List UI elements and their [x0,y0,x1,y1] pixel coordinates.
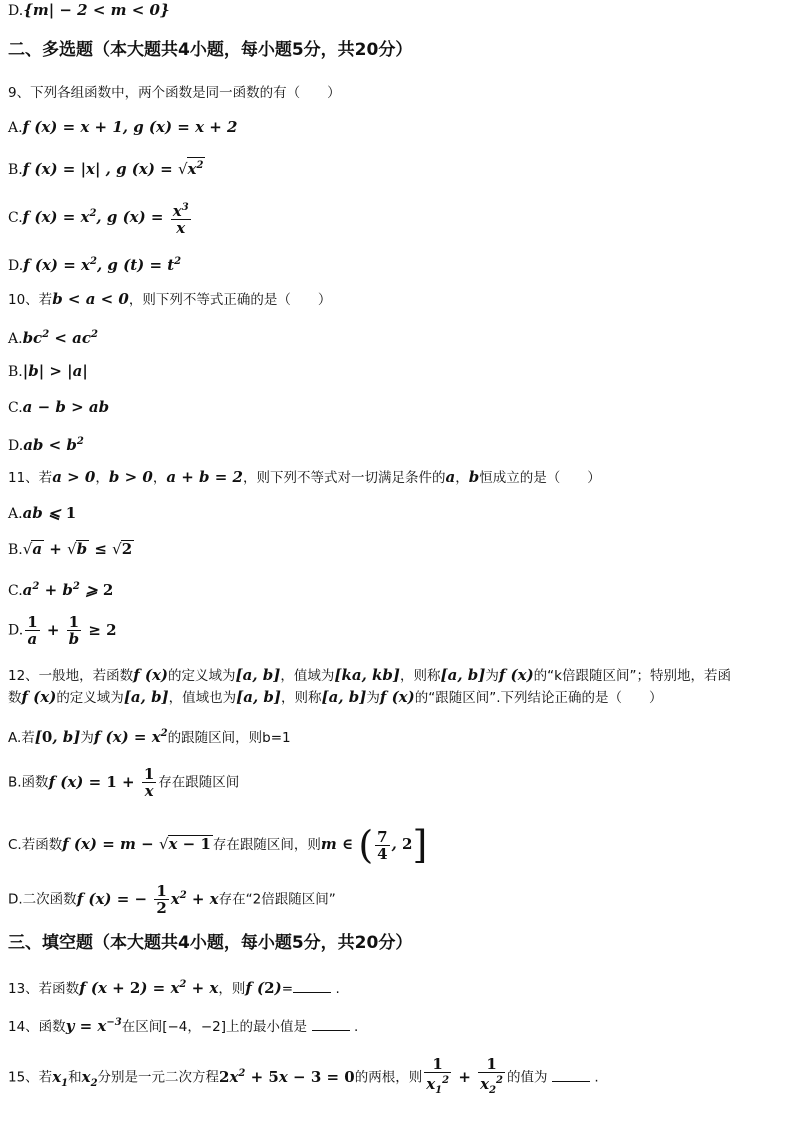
q10-option-c [8,397,109,418]
q14 [8,1013,358,1037]
q11-option-d [8,614,117,647]
q9-option-c [8,200,193,236]
math: f $(x) = x^2$, g $(t) = t^2$ [23,256,182,274]
math: $2x^2 + 5x - 3 = 0$ [219,1067,355,1086]
math: √a + √b ≤ √2 [22,540,133,558]
stem-text: 10、若 [8,292,53,308]
math: $\frac{1}{a}$ + $\frac{1}{b}$ ≥ 2 [27,613,117,648]
math: a > 0 [52,468,96,486]
math: $y = x^{-3}$ [65,1017,122,1035]
math: m ∈ ( $\frac{7}{4}$ , 2] [320,823,428,867]
option-label: A. [8,331,23,347]
math: a [445,468,456,486]
math: $x_2$ [81,1067,98,1089]
math: f (x) [21,688,57,706]
q10-option-d [8,432,84,456]
stem-text: 和 [68,1069,82,1086]
option-label: A. [8,120,23,136]
stem-text: 数 [8,690,22,706]
math: f $(x) = x^2$ [93,728,168,746]
stem-text: ，则下列不等式对一切满足条件的 [242,470,446,486]
option-text: 存在跟随区间，则 [212,837,321,853]
math: f (x) = 1 + $\frac{1}{x}$ [48,765,155,800]
stem-text: ，则下列不等式正确的是（ ） [128,292,332,308]
answer-blank[interactable] [312,1016,350,1031]
option-label: D. [8,258,24,274]
stem-text: 的两根，则 [354,1069,423,1086]
q10-option-b [8,361,88,382]
stem-text: . [335,981,340,997]
option-text: B.函数 [8,774,49,791]
option-text: D.二次函数 [8,891,77,908]
stem-text: 恒成立的是（ ） [479,470,601,486]
math: f (x) [379,688,415,706]
section-heading-multi: 二、多选题（本大题共4小题，每小题5分，共20分） [8,40,413,60]
math: f (x) = m − √x − 1 [62,835,211,853]
q13 [8,975,340,999]
stem-text: 12、一般地，若函数 [8,668,134,684]
stem-text: 15、若 [8,1069,53,1086]
math: [ka, kb] [334,666,400,684]
option-label: A. [8,506,23,522]
section-heading-fill: 三、填空题（本大题共4小题，每小题5分，共20分） [8,933,413,953]
q8-option-d [8,0,170,21]
stem-text: ，则称 [281,690,322,706]
option-text: 为 [80,730,94,746]
stem-text: 为 [366,690,380,706]
stem-text: . [594,1069,599,1086]
answer-blank[interactable] [552,1067,590,1082]
math: [a, b] [123,688,169,706]
stem-text: 14、函数 [8,1019,66,1035]
stem-text: 的定义域为 [168,668,236,684]
q12-option-c [8,823,428,867]
option-label: C. [8,400,23,416]
q12-option-a [8,724,291,748]
q10-stem [8,289,331,310]
stem-text: . [353,1019,359,1035]
math: f (x) = − $\frac{1}{2}$ $x^2 + x$ [76,882,219,917]
stem-text: ，则 [218,981,246,997]
math: a − b > ab [22,398,110,416]
q9-stem: 9、下列各组函数中，两个函数是同一函数的有（ ） [8,85,341,101]
math: $\frac{1}{x_1^2}$ + $\frac{1}{x_2^2}$ [426,1055,503,1096]
q11-option-c [8,577,113,601]
q11-stem [8,467,601,488]
option-label: B. [8,542,23,558]
q12-option-b [8,766,239,799]
option-text: 的跟随区间，则b=1 [167,730,291,746]
math: $bc^2 < ac^2$ [22,329,98,347]
math: b > 0 [108,468,153,486]
option-text: C.若函数 [8,837,63,853]
math: [a, b] [235,666,281,684]
math: f (x) = |x| , g $(x) = √x^2$ [23,160,206,178]
math: f (x) [133,666,168,684]
q9-option-a [8,117,237,138]
math: f (2) [245,979,282,997]
q11-option-a [8,503,76,524]
math: [a, b] [321,688,367,706]
option-text: 存在“2倍跟随区间” [218,891,336,908]
option-label: B. [8,162,23,178]
q12-stem-line1 [8,665,731,686]
math: f $(x + 2) = x^2 + x$ [79,979,219,997]
math: a + b = 2 [166,468,243,486]
option-label: B. [8,364,23,380]
q12-stem-line2 [8,687,662,708]
stem-text: 13、若函数 [8,981,80,997]
math: f (x) [498,666,534,684]
option-label: C. [8,210,23,226]
stem-text: 的“k倍跟随区间”；特别地，若函 [533,668,731,684]
q10-option-a [8,325,98,349]
stem-text: 11、若 [8,470,53,486]
math: b [468,468,480,486]
stem-text: ， [152,470,167,486]
option-label: C. [8,583,23,599]
math: {m| − 2 < m < 0} [23,1,170,19]
stem-text: ， [95,470,109,486]
math: |b| > |a| [22,362,88,380]
math: $x_1$ [52,1067,69,1089]
stem-text: = [281,981,293,997]
option-text: 存在跟随区间 [158,774,240,791]
q9-option-d [8,252,181,276]
math: [a, b] [440,666,486,684]
answer-blank[interactable] [293,978,331,993]
option-label: D. [8,3,24,19]
math: b < a < 0 [52,290,129,308]
q11-option-b [8,539,134,560]
stem-text: 的定义域为 [56,690,124,706]
math: ab ⩽ 1 [22,504,77,522]
q9-option-b [8,157,205,180]
stem-text: 的值为 [507,1069,548,1086]
math: f (x) = x + 1, g (x) = x + 2 [22,118,238,136]
option-label: D. [8,438,24,454]
stem-text: 为 [485,668,499,684]
stem-text: 的“跟随区间”.下列结论正确的是（ ） [414,690,663,706]
math: [a, b] [236,688,282,706]
stem-text: 在区间[−4，−2]上的最小值是 [121,1019,308,1035]
q15 [8,1056,599,1099]
math: ab < $b^2$ [23,436,84,454]
stem-text: ，值域为 [280,668,335,684]
math: f $(x) = x^2$, g (x) = $\frac{x^3}{x}$ [22,202,189,237]
stem-text: ，值域也为 [168,690,237,706]
q12-option-d [8,883,336,916]
stem-text: ， [455,470,469,486]
stem-text: 分别是一元二次方程 [97,1069,220,1086]
math: [0, b] [34,728,81,746]
option-text: A.若 [8,730,35,746]
stem-text: ，则称 [400,668,441,684]
option-label: D. [8,622,24,639]
math: $a^2 + b^2$ ⩾ 2 [22,581,114,599]
